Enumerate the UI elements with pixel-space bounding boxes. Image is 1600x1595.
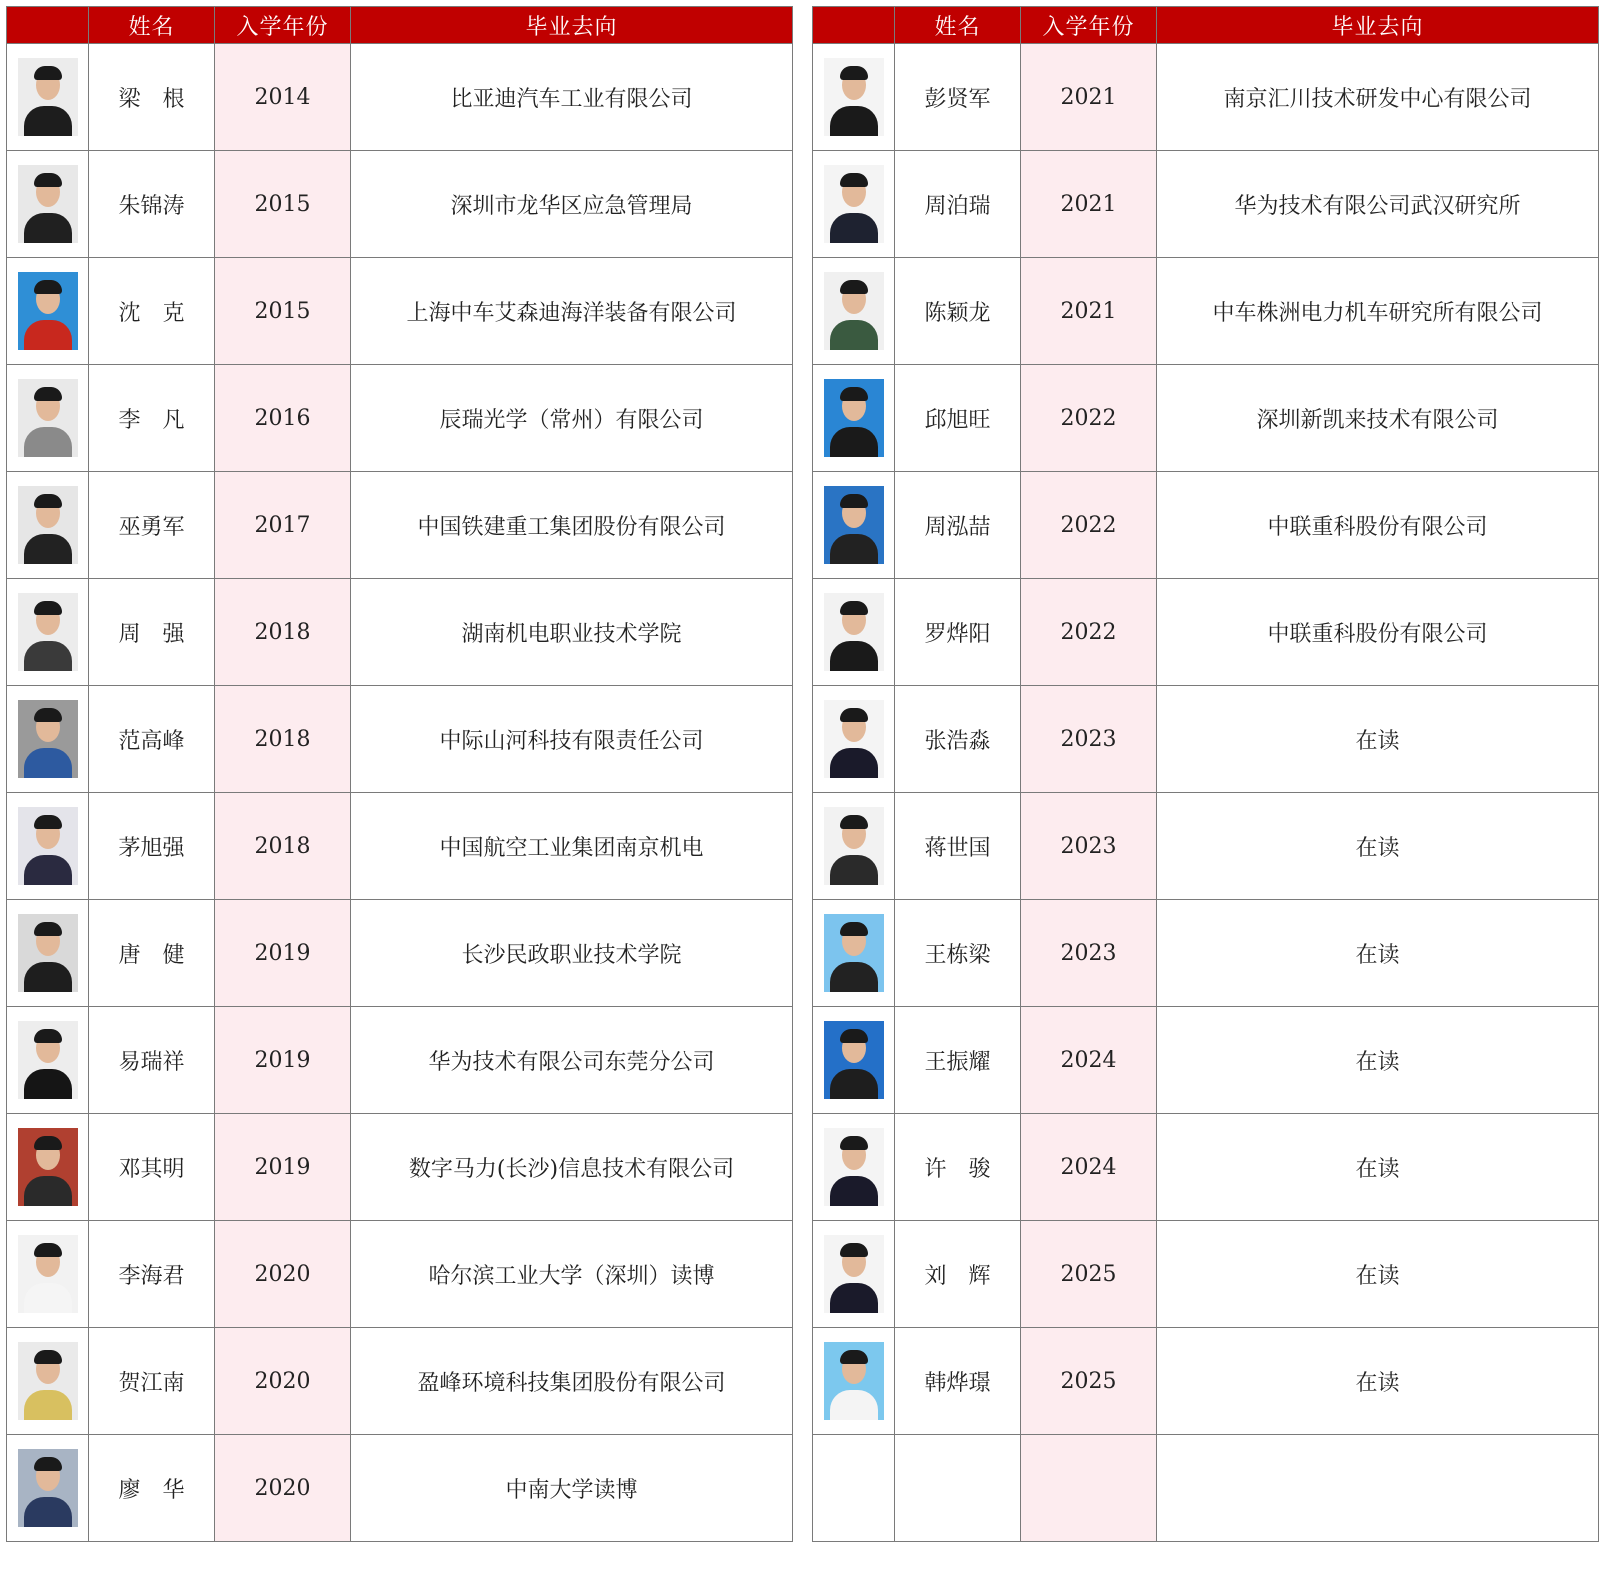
destination-header: 毕业去向: [1157, 7, 1599, 44]
graduation-destination: 上海中车艾森迪海洋装备有限公司: [351, 258, 793, 365]
student-photo: [824, 593, 884, 671]
graduation-destination: 华为技术有限公司武汉研究所: [1157, 151, 1599, 258]
enroll-year: 2022: [1021, 365, 1157, 472]
enroll-year: 2016: [215, 365, 351, 472]
destination-header: 毕业去向: [351, 7, 793, 44]
graduation-destination: 比亚迪汽车工业有限公司: [351, 44, 793, 151]
student-photo: [18, 272, 78, 350]
student-name: 沈 克: [89, 258, 215, 365]
empty-cell: [1157, 1435, 1599, 1542]
name-header: 姓名: [89, 7, 215, 44]
student-photo: [824, 272, 884, 350]
table-row: [813, 900, 1599, 1007]
student-name: 罗烨阳: [895, 579, 1021, 686]
table-header-row: [813, 7, 1599, 44]
student-name: 陈颖龙: [895, 258, 1021, 365]
enroll-year: 2022: [1021, 579, 1157, 686]
photo-cell: [7, 1007, 89, 1114]
student-name: 廖 华: [89, 1435, 215, 1542]
enroll-year: 2015: [215, 258, 351, 365]
table-row: [813, 472, 1599, 579]
graduation-destination: 中车株洲电力机车研究所有限公司: [1157, 258, 1599, 365]
enroll-year: 2021: [1021, 151, 1157, 258]
graduation-destination: 中南大学读博: [351, 1435, 793, 1542]
photo-cell: [813, 1221, 895, 1328]
enroll-year: 2020: [215, 1221, 351, 1328]
graduation-destination: 盈峰环境科技集团股份有限公司: [351, 1328, 793, 1435]
graduation-destination: 在读: [1157, 900, 1599, 1007]
student-photo: [18, 914, 78, 992]
photo-cell: [813, 900, 895, 1007]
student-name: 朱锦涛: [89, 151, 215, 258]
enroll-year: 2015: [215, 151, 351, 258]
photo-cell: [813, 1328, 895, 1435]
photo-cell: [7, 579, 89, 686]
enroll-year: 2014: [215, 44, 351, 151]
graduation-destination: 深圳新凯来技术有限公司: [1157, 365, 1599, 472]
student-photo: [18, 1449, 78, 1527]
enroll-year: 2018: [215, 686, 351, 793]
enroll-year: 2018: [215, 579, 351, 686]
student-photo: [18, 379, 78, 457]
student-name: 蒋世国: [895, 793, 1021, 900]
student-name: 梁 根: [89, 44, 215, 151]
table-row: [7, 1328, 793, 1435]
student-photo: [18, 58, 78, 136]
student-photo: [824, 914, 884, 992]
student-name: 易瑞祥: [89, 1007, 215, 1114]
table-row: [7, 1221, 793, 1328]
student-name: 韩烨璟: [895, 1328, 1021, 1435]
enroll-year: 2025: [1021, 1328, 1157, 1435]
graduation-destination: 哈尔滨工业大学（深圳）读博: [351, 1221, 793, 1328]
table-row: [813, 1114, 1599, 1221]
enroll-year: 2023: [1021, 793, 1157, 900]
student-name: 王栋梁: [895, 900, 1021, 1007]
student-name: 许 骏: [895, 1114, 1021, 1221]
year-header: 入学年份: [215, 7, 351, 44]
student-photo: [18, 1021, 78, 1099]
graduation-destination: 在读: [1157, 1328, 1599, 1435]
table-row: [813, 793, 1599, 900]
photo-cell: [7, 44, 89, 151]
student-name: 巫勇军: [89, 472, 215, 579]
student-photo: [824, 379, 884, 457]
student-photo: [824, 807, 884, 885]
student-photo: [824, 1235, 884, 1313]
student-name: 王振耀: [895, 1007, 1021, 1114]
empty-cell: [1021, 1435, 1157, 1542]
photo-cell: [7, 258, 89, 365]
graduation-destination: 在读: [1157, 793, 1599, 900]
graduation-destination: 在读: [1157, 1114, 1599, 1221]
left-student-table: [6, 6, 793, 1542]
table-row: [813, 1221, 1599, 1328]
table-row: [7, 472, 793, 579]
graduation-destination: 华为技术有限公司东莞分公司: [351, 1007, 793, 1114]
enroll-year: 2023: [1021, 686, 1157, 793]
enroll-year: 2017: [215, 472, 351, 579]
name-header: 姓名: [895, 7, 1021, 44]
empty-cell: [813, 1435, 895, 1542]
enroll-year: 2021: [1021, 44, 1157, 151]
student-photo: [18, 1342, 78, 1420]
graduation-destination: 在读: [1157, 686, 1599, 793]
table-row: [7, 365, 793, 472]
enroll-year: 2018: [215, 793, 351, 900]
photo-cell: [813, 1114, 895, 1221]
graduation-destination: 在读: [1157, 1007, 1599, 1114]
student-name: 范高峰: [89, 686, 215, 793]
student-name: 李 凡: [89, 365, 215, 472]
student-name: 张浩淼: [895, 686, 1021, 793]
enroll-year: 2022: [1021, 472, 1157, 579]
student-photo: [18, 1235, 78, 1313]
photo-cell: [7, 686, 89, 793]
student-photo: [18, 486, 78, 564]
photo-cell: [7, 793, 89, 900]
table-row: [813, 1328, 1599, 1435]
student-name: 茅旭强: [89, 793, 215, 900]
graduation-destination: 在读: [1157, 1221, 1599, 1328]
student-photo: [824, 58, 884, 136]
student-name: 刘 辉: [895, 1221, 1021, 1328]
photo-header: [7, 7, 89, 44]
photo-cell: [7, 900, 89, 1007]
table-row: [7, 44, 793, 151]
graduation-destination: 中国航空工业集团南京机电: [351, 793, 793, 900]
year-header: 入学年份: [1021, 7, 1157, 44]
table-row: [813, 258, 1599, 365]
table-row: [813, 151, 1599, 258]
student-photo: [824, 165, 884, 243]
graduation-destination: 辰瑞光学（常州）有限公司: [351, 365, 793, 472]
table-row: [813, 44, 1599, 151]
table-row: [7, 1114, 793, 1221]
enroll-year: 2023: [1021, 900, 1157, 1007]
photo-cell: [813, 1007, 895, 1114]
graduation-destination: 湖南机电职业技术学院: [351, 579, 793, 686]
table-row: [7, 1435, 793, 1542]
photo-cell: [813, 472, 895, 579]
student-photo: [18, 700, 78, 778]
photo-cell: [813, 44, 895, 151]
graduation-destination: 中国铁建重工集团股份有限公司: [351, 472, 793, 579]
graduation-destination: 中联重科股份有限公司: [1157, 579, 1599, 686]
student-photo: [824, 1342, 884, 1420]
student-name: 周 强: [89, 579, 215, 686]
photo-cell: [813, 365, 895, 472]
student-name: 周泊瑞: [895, 151, 1021, 258]
photo-cell: [7, 1435, 89, 1542]
table-row: [813, 365, 1599, 472]
enroll-year: 2019: [215, 1114, 351, 1221]
student-photo: [824, 1021, 884, 1099]
table-row: [7, 579, 793, 686]
photo-cell: [7, 151, 89, 258]
enroll-year: 2025: [1021, 1221, 1157, 1328]
student-photo: [18, 807, 78, 885]
table-row: [7, 1007, 793, 1114]
student-photo: [18, 165, 78, 243]
right-student-table: [812, 6, 1599, 1542]
empty-cell: [895, 1435, 1021, 1542]
table-row: [813, 1007, 1599, 1114]
student-name: 彭贤军: [895, 44, 1021, 151]
table-row: [813, 686, 1599, 793]
photo-cell: [7, 1114, 89, 1221]
student-photo: [824, 486, 884, 564]
student-photo: [824, 1128, 884, 1206]
student-name: 邓其明: [89, 1114, 215, 1221]
empty-row: [813, 1435, 1599, 1542]
photo-cell: [7, 472, 89, 579]
table-row: [7, 258, 793, 365]
student-name: 李海君: [89, 1221, 215, 1328]
table-row: [7, 151, 793, 258]
student-name: 贺江南: [89, 1328, 215, 1435]
photo-cell: [7, 365, 89, 472]
table-row: [7, 900, 793, 1007]
enroll-year: 2020: [215, 1328, 351, 1435]
enroll-year: 2019: [215, 900, 351, 1007]
photo-cell: [7, 1328, 89, 1435]
photo-cell: [7, 1221, 89, 1328]
student-photo: [18, 593, 78, 671]
table-row: [813, 579, 1599, 686]
graduation-destination: 长沙民政职业技术学院: [351, 900, 793, 1007]
graduation-destination: 中联重科股份有限公司: [1157, 472, 1599, 579]
graduation-destination: 数字马力(长沙)信息技术有限公司: [351, 1114, 793, 1221]
graduation-destination: 深圳市龙华区应急管理局: [351, 151, 793, 258]
photo-cell: [813, 686, 895, 793]
photo-cell: [813, 579, 895, 686]
photo-cell: [813, 258, 895, 365]
photo-cell: [813, 793, 895, 900]
table-row: [7, 793, 793, 900]
photo-header: [813, 7, 895, 44]
enroll-year: 2021: [1021, 258, 1157, 365]
student-photo: [824, 700, 884, 778]
enroll-year: 2024: [1021, 1114, 1157, 1221]
table-header-row: [7, 7, 793, 44]
student-name: 周泓喆: [895, 472, 1021, 579]
enroll-year: 2019: [215, 1007, 351, 1114]
enroll-year: 2020: [215, 1435, 351, 1542]
enroll-year: 2024: [1021, 1007, 1157, 1114]
graduation-destination: 中际山河科技有限责任公司: [351, 686, 793, 793]
student-photo: [18, 1128, 78, 1206]
student-name: 唐 健: [89, 900, 215, 1007]
table-row: [7, 686, 793, 793]
graduation-destination: 南京汇川技术研发中心有限公司: [1157, 44, 1599, 151]
student-name: 邱旭旺: [895, 365, 1021, 472]
photo-cell: [813, 151, 895, 258]
